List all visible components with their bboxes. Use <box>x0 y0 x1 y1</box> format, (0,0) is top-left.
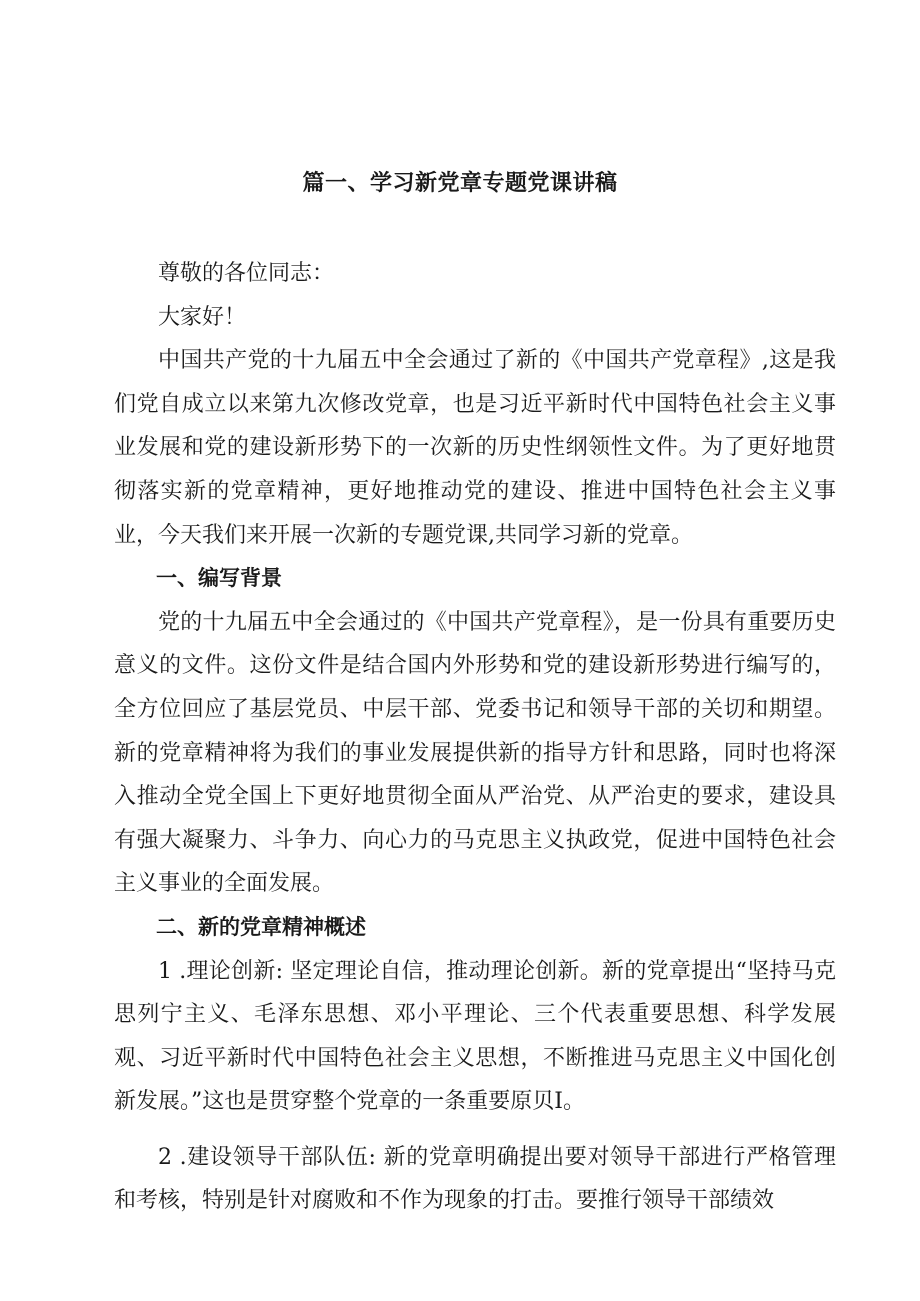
section-heading-background: 一、编写背景 <box>156 566 282 591</box>
greeting: 大家好！ <box>158 304 247 330</box>
section-heading-overview: 二、新的党章精神概述 <box>156 914 366 939</box>
salutation: 尊敬的各位同志： <box>158 261 335 286</box>
intro-paragraph: 中国共产党的十九届五中全会通过了新的《中国共产党章程》,这是我们党自成立以来第九次修改党章，也是习近平新时代中国特色社会主义事业发展和党的建设新形势下的一次新的历史性纲领性文件。为了更好地贯彻落实新的党章精神，更好地推动党的建设、推进中国特色社会主义事业，今天我们来开展一次新的专题党课,共同学习新的党章。 <box>114 348 836 548</box>
document-title: 篇一、学习新党章专题党课讲稿 <box>302 171 618 196</box>
background-paragraph: 党的十九届五中全会通过的《中国共产党章程》，是一份具有重要历史意义的文件。这份文件是结合国内外形势和党的建设新形势进行编写的，全方位回应了基层党员、中层干部、党委书记和领导干部的关切和期望。新的党章精神将为我们的事业发展提供新的指导方针和思路，同时也将深入推动全党全国上下更好地贯彻全面从严治党、从严治吏的要求，建设具有强大凝聚力、斗争力、向心力的马克思主义执政党，促进中国特色社会主义事业的全面发展。 <box>114 609 836 897</box>
document-body <box>114 252 836 1223</box>
overview-item-1: 1 .理论创新: 坚定理论自信，推动理论创新。新的党章提出“坚持马克思列宁主义、毛泽东思想、邓小平理论、三个代表重要思想、科学发展观、习近平新时代中国特色社会主义思想，不断推进马克思主义中国化创新发展。”这也是贯穿整个党章的一条重要原贝I。 <box>114 958 836 1115</box>
overview-item-2: 2 .建设领导干部队伍: 新的党章明确提出要对领导干部进行严格管理和考核，特别是针对腐败和不作为现象的打击。要推行领导干部绩效 <box>114 1144 836 1214</box>
